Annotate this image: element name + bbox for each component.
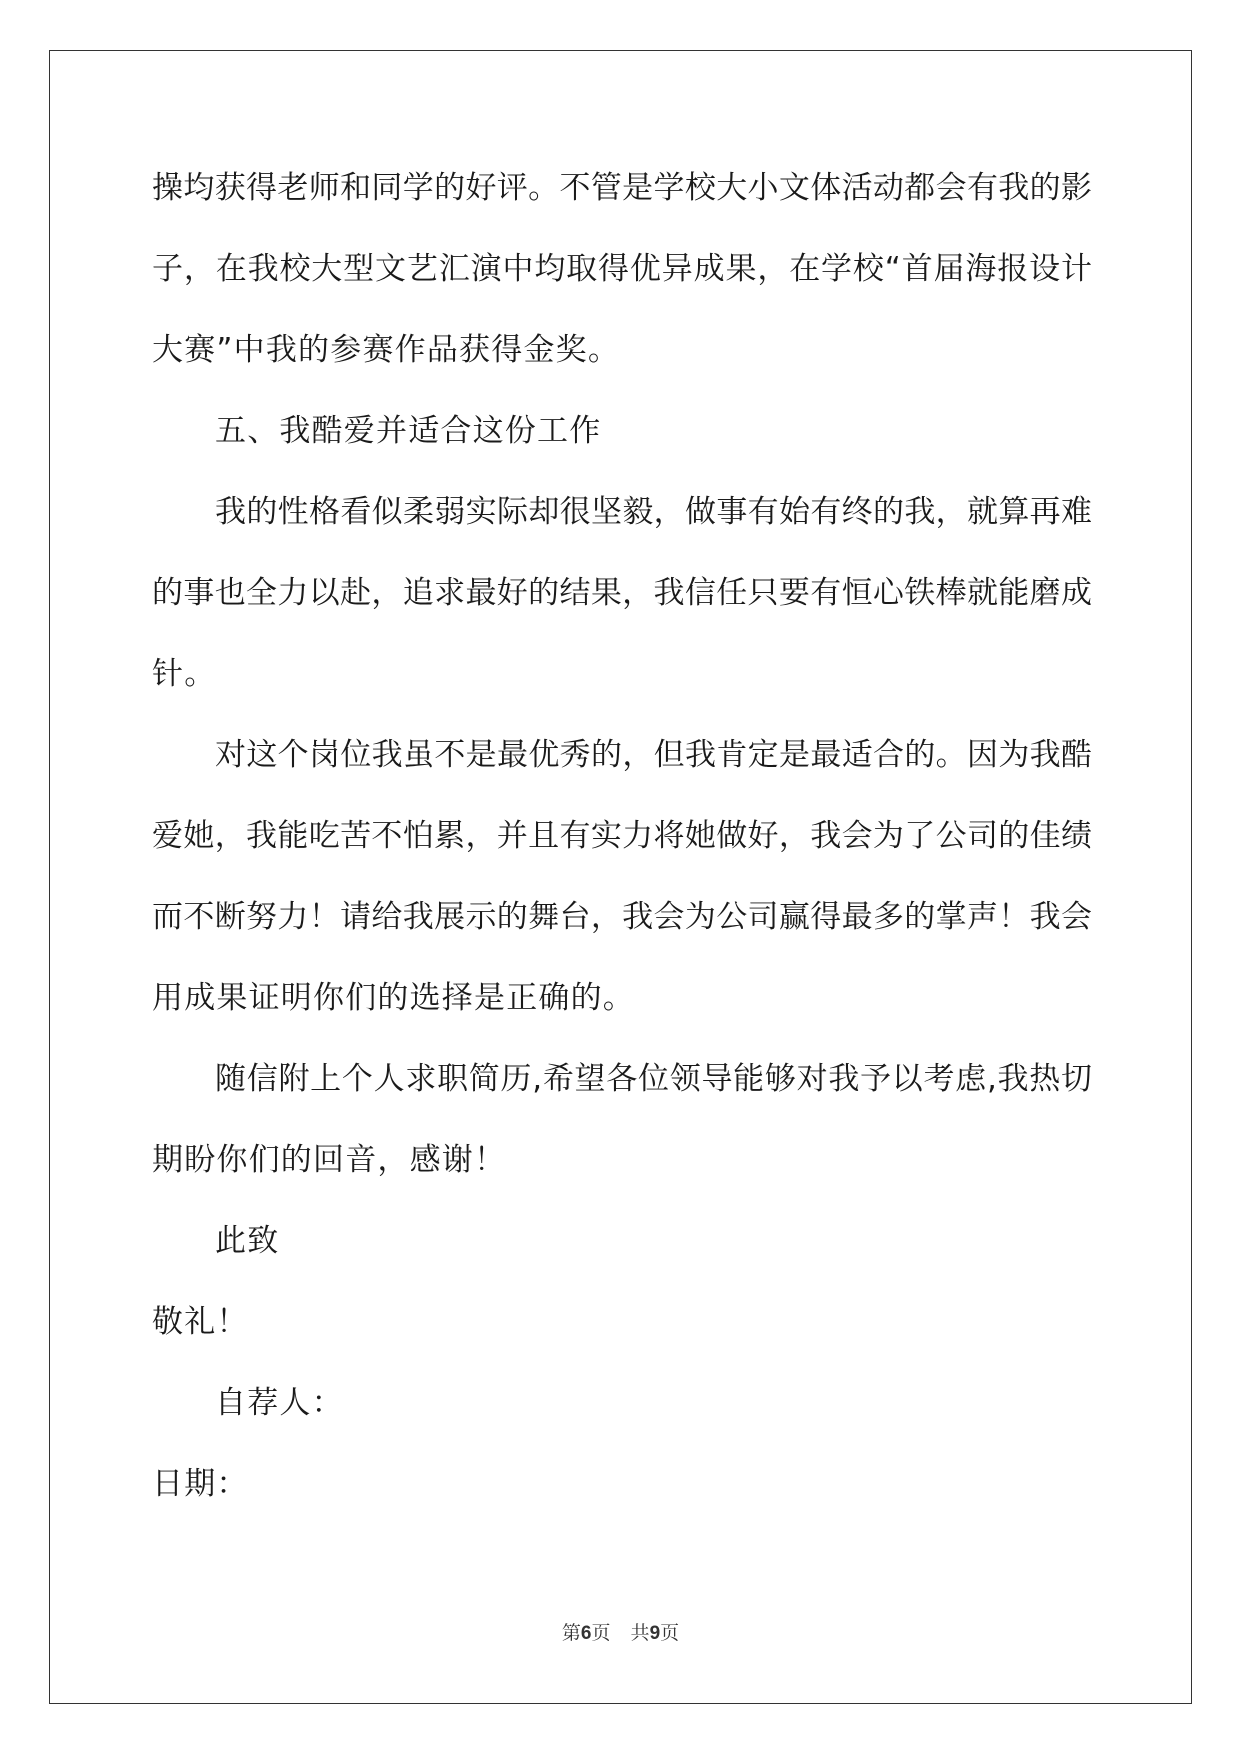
date-label: 日期： <box>152 1466 249 1502</box>
text-line: 爱她，我能吃苦不怕累，并且有实力将她做好，我会为了公司的佳绩 <box>152 818 1092 854</box>
document-body <box>152 148 1092 1525</box>
text-line: 大赛”中我的参赛作品获得金奖。 <box>152 332 621 368</box>
text-line: 我的性格看似柔弱实际却很坚毅，做事有始有终的我，就算再难 <box>215 494 1092 530</box>
signature-label: 自荐人： <box>215 1385 344 1421</box>
text-line: 子，在我校大型文艺汇演中均取得优异成果，在学校“首届海报设计 <box>152 251 1092 287</box>
footer-total-suffix: 页 <box>660 1622 680 1644</box>
text-line: 用成果证明你们的选择是正确的。 <box>152 980 635 1016</box>
text-line: 随信附上个人求职简历,希望各位领导能够对我予以考虑,我热切 <box>215 1061 1092 1097</box>
footer-total-prefix: 共 <box>630 1622 650 1644</box>
footer-page-word: 页 <box>591 1622 611 1644</box>
current-page-number: 6 <box>580 1623 592 1644</box>
footer-prefix: 第 <box>561 1622 581 1644</box>
section-heading: 五、我酷爱并适合这份工作 <box>215 413 602 449</box>
text-line: 而不断努力！请给我展示的舞台，我会为公司赢得最多的掌声！我会 <box>152 899 1092 935</box>
text-line: 操均获得老师和同学的好评。不管是学校大小文体活动都会有我的影 <box>152 170 1092 206</box>
text-line: 针。 <box>152 656 217 692</box>
text-line: 对这个岗位我虽不是最优秀的，但我肯定是最适合的。因为我酷 <box>215 737 1092 773</box>
closing-phrase: 此致 <box>215 1223 280 1259</box>
text-line: 期盼你们的回音，感谢！ <box>152 1142 507 1178</box>
total-page-count: 9 <box>649 1623 661 1644</box>
page-number-footer <box>0 1618 1241 1645</box>
text-line: 的事也全力以赴，追求最好的结果，我信任只要有恒心铁棒就能磨成 <box>152 575 1092 611</box>
salutation: 敬礼！ <box>152 1304 249 1340</box>
